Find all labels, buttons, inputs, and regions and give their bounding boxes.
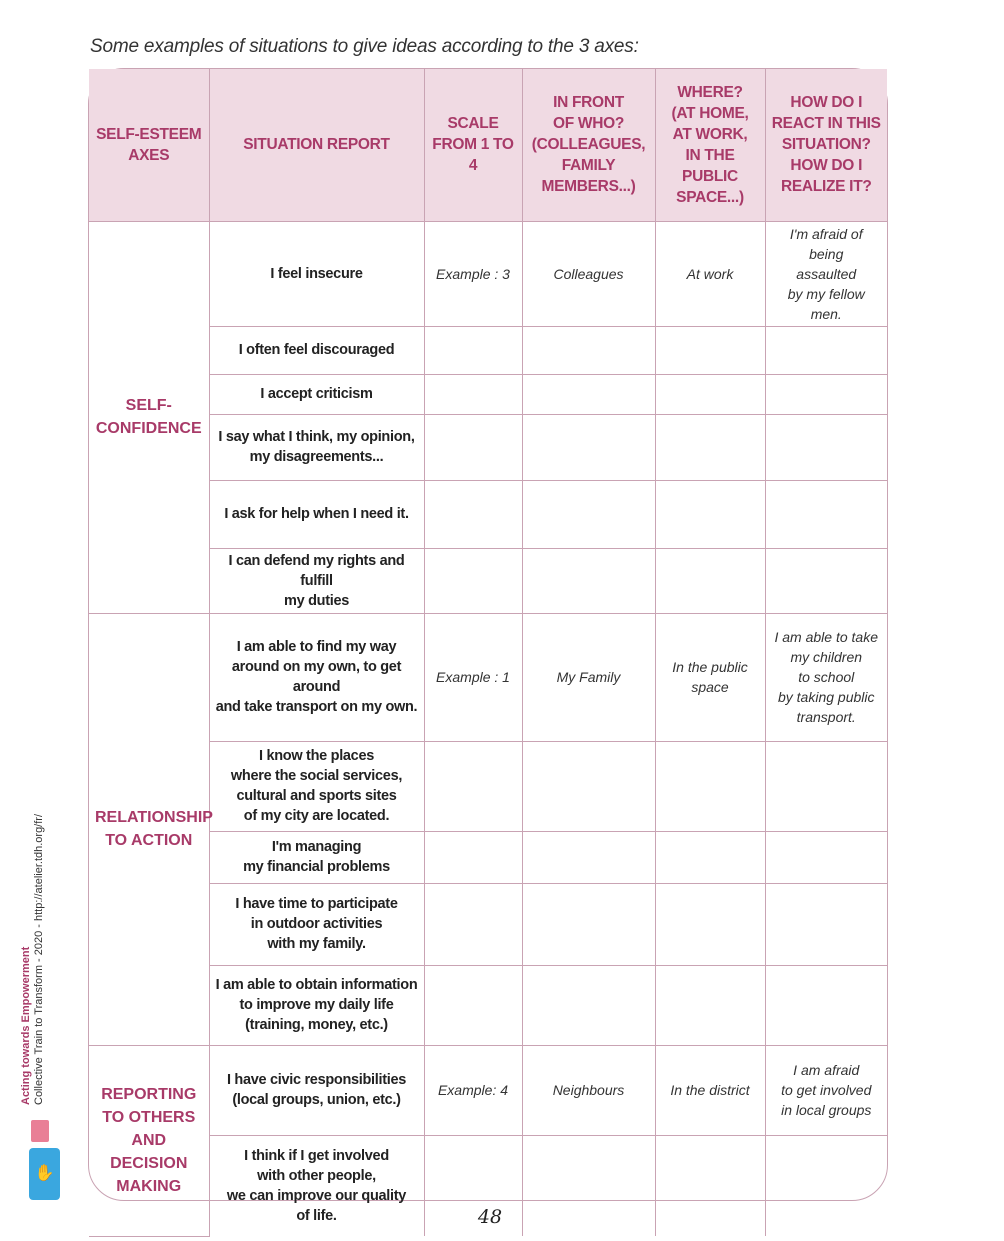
text-line: CONFIDENCE (95, 420, 202, 437)
how-do-i-react-cell (765, 613, 887, 741)
text-line: In the district (670, 1082, 750, 1098)
in-front-of-who-cell (522, 414, 655, 480)
situation-cell (209, 613, 424, 741)
table-row (89, 374, 887, 414)
text-line: SELF- (125, 397, 172, 414)
where-cell (655, 326, 765, 374)
text-line: (training, money, etc.) (245, 1017, 388, 1033)
text-line: MEMBERS...) (541, 178, 636, 196)
text-line: FROM 1 TO 4 (432, 136, 514, 175)
scale-cell (424, 480, 522, 548)
scale-cell (424, 831, 522, 883)
text-line: and take transport on my own. (215, 699, 418, 715)
where-cell (655, 741, 765, 831)
text-line: TO ACTION (105, 832, 193, 849)
how-do-i-react-cell (765, 965, 887, 1045)
where-cell (655, 1045, 765, 1135)
text-line: RELATIONSHIP (95, 809, 213, 826)
in-front-of-who-cell (522, 1045, 655, 1135)
text-line: I know the places (259, 748, 374, 764)
sidebar-title: Acting towards Empowerment (20, 946, 32, 1105)
text-line: I am able to obtain information (215, 977, 418, 993)
text-line: HOW DO I (790, 94, 863, 112)
scale-cell (424, 965, 522, 1045)
in-front-of-who-cell (522, 965, 655, 1045)
in-front-of-who-cell (522, 831, 655, 883)
in-front-of-who-cell (522, 548, 655, 613)
situation-cell (209, 374, 424, 414)
text-line: FAMILY (561, 157, 616, 175)
where-cell (655, 831, 765, 883)
situation-cell (209, 548, 424, 613)
scale-cell (424, 221, 522, 326)
text-line: cultural and sports sites (236, 788, 397, 804)
situation-cell (209, 1045, 424, 1135)
text-line: I say what I think, my opinion, (218, 429, 415, 445)
table-row (89, 613, 887, 741)
sidebar-subtitle: Collective Train to Transform - 2020 - http://atelier.tdh.org/fr/ (33, 813, 45, 1105)
header-scale (424, 69, 522, 221)
table-row (89, 221, 887, 326)
header-how-do-i-react (765, 69, 887, 221)
situation-cell (209, 741, 424, 831)
text-line: SITUATION? (781, 136, 871, 154)
text-line: AXES (128, 146, 170, 164)
situation-cell (209, 326, 424, 374)
how-do-i-react-cell (765, 741, 887, 831)
scale-cell (424, 414, 522, 480)
text-line: in outdoor activities (250, 916, 383, 932)
in-front-of-who-cell (522, 374, 655, 414)
sidebar-credits (20, 814, 46, 1105)
text-line: to improve my daily life (239, 997, 394, 1013)
how-do-i-react-cell (765, 326, 887, 374)
how-do-i-react-cell (765, 374, 887, 414)
text-line: we can improve our quality (226, 1187, 407, 1204)
text-line: IN THE PUBLIC (682, 146, 738, 185)
situation-cell (209, 414, 424, 480)
text-line: Example : 3 (436, 265, 510, 282)
text-line: TO OTHERS (102, 1109, 196, 1126)
text-line: I'm managing (271, 839, 362, 855)
text-line: by my fellow men. (787, 285, 865, 322)
text-line: in local groups (781, 1102, 872, 1118)
scale-cell (424, 613, 522, 741)
table-row (89, 965, 887, 1045)
text-line: I think if I get involved (244, 1147, 389, 1164)
text-line: I'm afraid of being (789, 225, 863, 262)
text-line: Colleagues (553, 265, 624, 282)
how-do-i-react-cell (765, 883, 887, 965)
where-cell (655, 548, 765, 613)
text-line: with my family. (267, 936, 366, 952)
table-row (89, 548, 887, 613)
text-line: HOW DO I (790, 157, 863, 175)
scale-cell (424, 374, 522, 414)
table-row (89, 480, 887, 548)
tdh-logo-icon (31, 1120, 49, 1142)
text-line: WHERE? (677, 83, 743, 101)
text-line: I have civic responsibilities (226, 1072, 407, 1088)
header-situation: SITUATION REPORT (209, 69, 424, 221)
situation-cell (209, 831, 424, 883)
where-cell (655, 221, 765, 326)
header-axes (89, 69, 209, 221)
hand-logo-icon: ✋ (29, 1148, 60, 1200)
table-row (89, 883, 887, 965)
in-front-of-who-cell (522, 883, 655, 965)
text-line: My Family (556, 669, 621, 685)
text-line: I often feel discouraged (238, 342, 395, 358)
self-esteem-table (89, 69, 887, 1237)
text-line: OF WHO? (552, 115, 625, 133)
text-line: (local groups, union, etc.) (232, 1092, 401, 1108)
scale-cell (424, 741, 522, 831)
axis-label (89, 221, 209, 613)
text-line: of my city are located. (243, 808, 390, 824)
where-cell (655, 480, 765, 548)
axis-label (89, 613, 213, 1045)
text-line: MAKING (116, 1178, 182, 1195)
in-front-of-who-cell (522, 741, 655, 831)
text-line: around on my own, to get around (231, 659, 402, 695)
scale-cell (424, 1045, 522, 1135)
text-line: I feel insecure (270, 265, 363, 282)
header-where (655, 69, 765, 221)
text-line: REACT IN THIS (771, 115, 881, 133)
text-line: Example : 1 (436, 669, 510, 685)
where-cell (655, 374, 765, 414)
situation-cell (209, 883, 424, 965)
text-line: I am able to find my way (236, 639, 397, 655)
text-line: (COLLEAGUES, (531, 136, 646, 154)
text-line: REPORTING (101, 1086, 197, 1103)
text-line: IN FRONT (553, 94, 624, 112)
text-line: where the social services, (230, 768, 403, 784)
text-line: AT WORK, (672, 125, 748, 143)
in-front-of-who-cell (522, 480, 655, 548)
situation-cell (209, 965, 424, 1045)
table-row (89, 326, 887, 374)
text-line: AND DECISION (110, 1132, 188, 1172)
where-cell (655, 414, 765, 480)
text-line: by taking public (777, 689, 875, 705)
text-line: REALIZE IT? (780, 178, 872, 196)
situation-cell (209, 221, 424, 326)
text-line: I am able to take (774, 629, 878, 645)
text-line: my financial problems (243, 859, 390, 875)
how-do-i-react-cell (765, 414, 887, 480)
text-line: I ask for help when I need it. (224, 506, 409, 522)
in-front-of-who-cell (522, 326, 655, 374)
text-line: At work (686, 265, 734, 282)
scale-cell (424, 883, 522, 965)
table-row (89, 414, 887, 480)
text-line: I accept criticism (260, 386, 373, 402)
text-line: my disagreements... (249, 449, 384, 465)
header-in-front-of-who (522, 69, 655, 221)
where-cell (655, 883, 765, 965)
table-header-row (89, 69, 887, 221)
text-line: In the public (672, 659, 748, 675)
text-line: my children (790, 649, 863, 665)
text-line: I have time to participate (235, 896, 398, 912)
text-line: to get involved (781, 1082, 872, 1098)
how-do-i-react-cell (765, 480, 887, 548)
text-line: Neighbours (552, 1082, 625, 1098)
text-line: transport. (796, 709, 856, 725)
text-line: I am afraid (793, 1062, 860, 1078)
text-line: space (691, 679, 729, 695)
text-line: SELF-ESTEEM (96, 125, 202, 143)
text-line: SPACE...) (676, 188, 744, 206)
how-do-i-react-cell (765, 548, 887, 613)
text-line: to school (798, 669, 855, 685)
where-cell (655, 965, 765, 1045)
text-line: I can defend my rights and fulfill (228, 552, 405, 589)
in-front-of-who-cell (522, 613, 655, 741)
text-line: Example: 4 (437, 1082, 509, 1098)
scale-cell (424, 548, 522, 613)
where-cell (655, 613, 765, 741)
how-do-i-react-cell (765, 831, 887, 883)
text-line: my duties (284, 592, 349, 609)
how-do-i-react-cell (765, 221, 887, 326)
page-number: 48 (477, 1206, 503, 1228)
intro-text: Some examples of situations to give ideas according to the 3 axes: (90, 36, 639, 57)
text-line: of life. (296, 1207, 337, 1224)
in-front-of-who-cell (522, 221, 655, 326)
text-line: with other people, (257, 1167, 376, 1184)
text-line: assaulted (796, 265, 857, 282)
text-line: (AT HOME, (671, 104, 749, 122)
text-line: SCALE (447, 115, 499, 133)
how-do-i-react-cell (765, 1045, 887, 1135)
scale-cell (424, 326, 522, 374)
situation-cell (209, 480, 424, 548)
table-row (89, 831, 887, 883)
table-row (89, 1045, 887, 1135)
